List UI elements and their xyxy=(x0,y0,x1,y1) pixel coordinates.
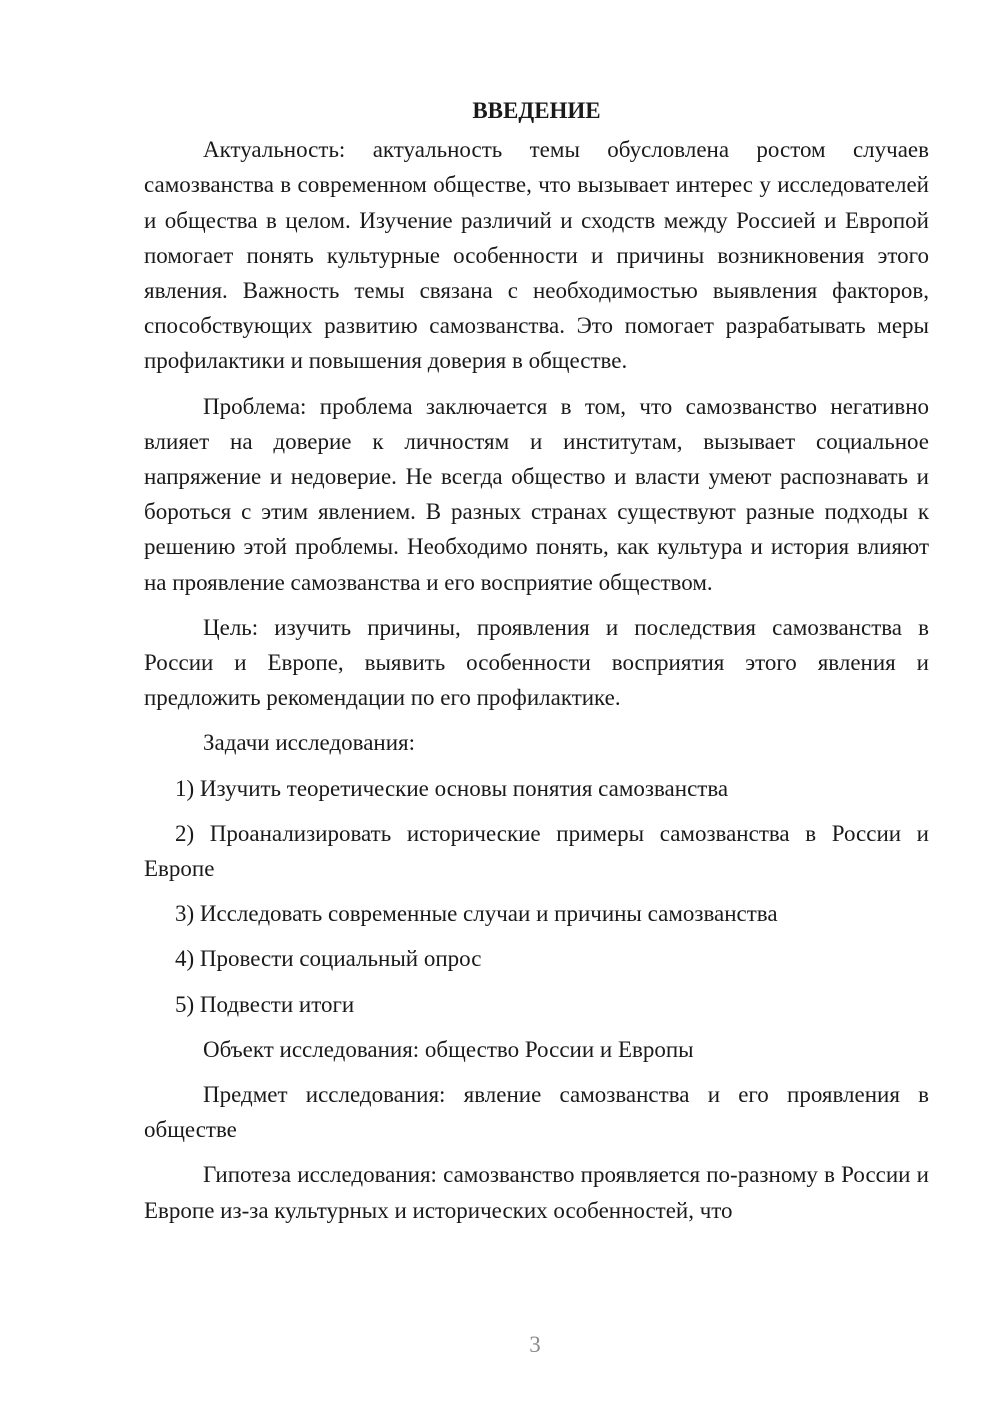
task-item: 5) Подвести итоги xyxy=(175,991,355,1017)
paragraph-relevance: Актуальность: актуальность темы обусловлена ростом случаев самозванства в современном обществе, что вызывает интерес у исследователей и общества в целом. Изучение различий и сходств между Россией и Европой помогает понять культурные особенности и причины возникновения этого явления. Важность темы связана с необходимостью выявления факторов, способствующих развитию самозванства. Это помогает разрабатывать меры профилактики и повышения доверия в обществе. xyxy=(144,137,929,374)
task-item: 1) Изучить теоретические основы понятия самозванства xyxy=(175,775,729,801)
paragraph-subject: Предмет исследования: явление самозванства и его проявления в обществе xyxy=(144,1082,929,1143)
page-number: 3 xyxy=(529,1332,541,1357)
tasks-list xyxy=(144,771,929,1022)
paragraph-tasks-intro: Задачи исследования: xyxy=(203,730,416,756)
page-content xyxy=(144,93,929,1238)
task-item: 4) Провести социальный опрос xyxy=(175,946,482,972)
paragraph-goal: Цель: изучить причины, проявления и последствия самозванства в России и Европе, выявить особенности восприятия этого явления и предложить рекомендации по его профилактике. xyxy=(144,614,929,711)
paragraph-object: Объект исследования: общество России и Европы xyxy=(203,1036,694,1062)
task-item: 3) Исследовать современные случаи и причины самозванства xyxy=(175,901,778,927)
paragraph-hypothesis: Гипотеза исследования: самозванство проявляется по-разному в России и Европе из-за культурных и исторических особенностей, что xyxy=(144,1162,929,1223)
task-item: 2) Проанализировать исторические примеры самозванства в России и Европе xyxy=(144,820,929,882)
paragraph-problem: Проблема: проблема заключается в том, что самозванство негативно влияет на доверие к личностям и институтам, вызывает социальное напряжение и недоверие. Не всегда общество и власти умеют распознавать и бороться с этим явлением. В разных странах существуют разные подходы к решению этой проблемы. Необходимо понять, как культура и история влияют на проявление самозванства и его восприятие обществом. xyxy=(144,393,929,595)
section-heading: ВВЕДЕНИЕ xyxy=(472,98,601,123)
